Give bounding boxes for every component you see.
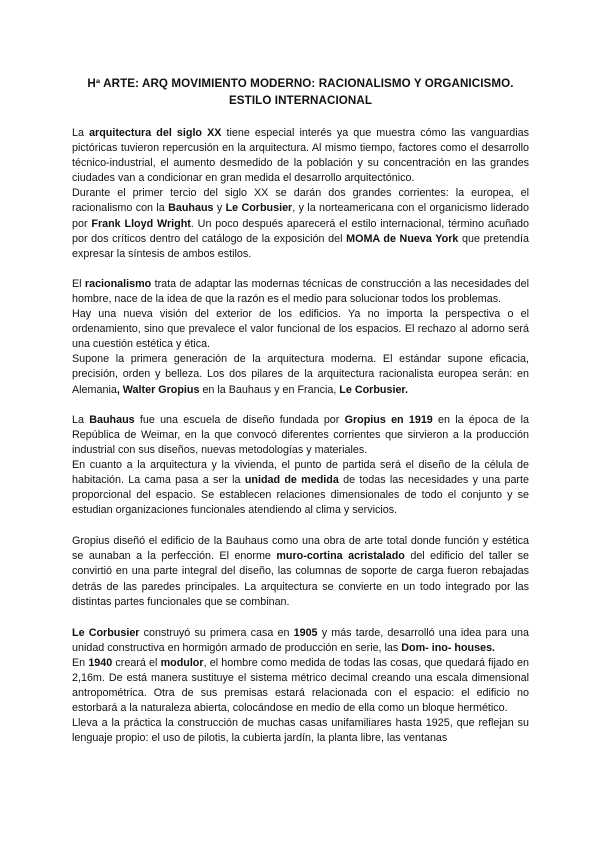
text-run: Hay una nueva visión del exterior de los edificios. Ya no importa la perspectiva o el ordenamiento, sino que prevalece el valor funcional de los espacios. El rechazo al adorno será una cuestión estética y ética.: [72, 308, 529, 351]
paragraph: [72, 352, 529, 397]
bold-text: unidad de medida: [244, 473, 339, 486]
paragraph: [72, 126, 529, 186]
bold-text: 1940: [88, 656, 113, 669]
bold-text: Frank Lloyd Wright: [91, 217, 191, 230]
text-run: , y la norteamericana con el organicismo liderado por: [72, 202, 529, 230]
text-run: en la Bauhaus y en Francia,: [199, 383, 340, 396]
bold-text: , Walter Gropius: [116, 383, 200, 396]
bold-text: Le Corbusier.: [339, 383, 408, 396]
bold-text: Le Corbusier: [225, 202, 293, 215]
paragraph: [72, 626, 529, 656]
text-run: que pretendía expresar la síntesis de ambos estilos.: [72, 232, 529, 260]
text-run: . Un poco después aparecerá el estilo internacional, término acuñado por dos críticos dentro del catálogo de la exposición del: [72, 217, 530, 245]
paragraph: [72, 413, 529, 458]
text-run: construyó su primera casa en: [139, 626, 294, 639]
title-line-1: Hª ARTE: ARQ MOVIMIENTO MODERNO: RACIONALISMO Y ORGANICISMO.: [87, 77, 514, 90]
text-run: trata de adaptar las modernas técnicas de construcción a las necesidades del hombre, nace de la idea de que la razón es el medio para solucionar todos los problemas.: [72, 277, 530, 305]
text-run: La: [72, 413, 90, 426]
bold-text: MOMA de Nueva York: [346, 232, 459, 245]
text-run: y más tarde, desarrolló una idea para una unidad constructiva en hormigón armado de producción en serie, las: [72, 626, 530, 654]
paragraph: [72, 534, 529, 609]
paragraph: [72, 186, 529, 261]
text-run: La: [72, 127, 90, 139]
bold-text: 1905: [293, 626, 318, 639]
bold-text: Dom- ino- houses.: [401, 641, 496, 654]
document-body: [72, 126, 529, 746]
text-run: En cuanto a la arquitectura y la vivienda, el punto de partida será el diseño de la célula de habitación. La cama pasa a ser la: [72, 458, 529, 486]
text-run: de todas las necesidades y una parte proporcional del espacio. Se establecen relaciones dimensionales de todo el conjunto y se estudian organizaciones funcionales atendiendo al clima y servicios.: [72, 473, 529, 517]
text-run: creará el: [112, 656, 161, 669]
text-run: y: [213, 202, 226, 215]
text-run: Gropius diseñó el edificio de la Bauhaus como una obra de arte total donde función y estética se aunaban a la perfección. El enorme: [72, 535, 529, 563]
text-run: En: [72, 656, 89, 669]
text-run: en la época de la República de Weimar, en la que convocó diferentes corrientes que sirvieron a la producción industrial con sus diseños, nuevas metodologías y materiales.: [72, 413, 529, 456]
text-run: fue una escuela de diseño fundada por: [134, 413, 345, 426]
bold-text: Le Corbusier: [72, 626, 140, 639]
paragraph: [72, 307, 529, 352]
text-run: Lleva a la práctica la construcción de muchas casas unifamiliares hasta 1925, que reflejan su lenguaje propio: el uso de pilotis, la cubierta jardín, la planta libre, las ventanas: [72, 717, 529, 745]
text-run: , el hombre como medida de todas las cosas, que quedará fijado en 2,16m. De está manera sustituye el sistema métrico decimal creando una escala dimensional antropométrica. Otra de sus premisas estará relacionada con el espacio: el edificio no estorbará a la naturaleza abierta, colocándose en medio de ella como un bloque hermético.: [72, 656, 529, 715]
bold-text: Bauhaus: [89, 413, 135, 426]
text-run: El: [72, 277, 85, 290]
bold-text: Gropius en 1919: [344, 413, 433, 426]
title-line-2: ESTILO INTERNACIONAL: [228, 94, 373, 107]
text-run: Durante el primer tercio del siglo XX se darán dos grandes corrientes: la europea, el racionalismo con la: [72, 187, 529, 215]
paragraph: [72, 458, 529, 518]
bold-text: arquitectura del siglo XX: [89, 127, 222, 139]
paragraph: [72, 656, 529, 716]
text-run: del edificio del taller se convirtió en una parte integral del diseño, las columnas de soporte de carga fueron rebajadas detrás de las paredes principales. La arquitectura se convierte en un todo integrado por las distintas partes funcionales que se combinan.: [72, 550, 529, 608]
text-run: tiene especial interés ya que muestra cómo las vanguardias pictóricas tuvieron repercusión en la arquitectura. Al mismo tiempo, factores como el desarrollo técnico-industrial, el aumento desmedido de la población y su concentración en las grandes ciudades van a condicionar en gran medida el desarrollo arquitectónico.: [72, 127, 530, 185]
paragraph: [72, 716, 529, 746]
page-title: [72, 75, 529, 109]
bold-text: muro-cortina acristalado: [276, 550, 405, 563]
paragraph: [72, 277, 529, 307]
bold-text: racionalismo: [84, 277, 152, 290]
text-run: Supone la primera generación de la arquitectura moderna. El estándar supone eficacia, precisión, orden y belleza. Los dos pilares de la arquitectura racionalista europea serán: en Alemania: [72, 353, 529, 396]
bold-text: Bauhaus: [168, 202, 214, 215]
bold-text: modulor: [160, 656, 204, 669]
